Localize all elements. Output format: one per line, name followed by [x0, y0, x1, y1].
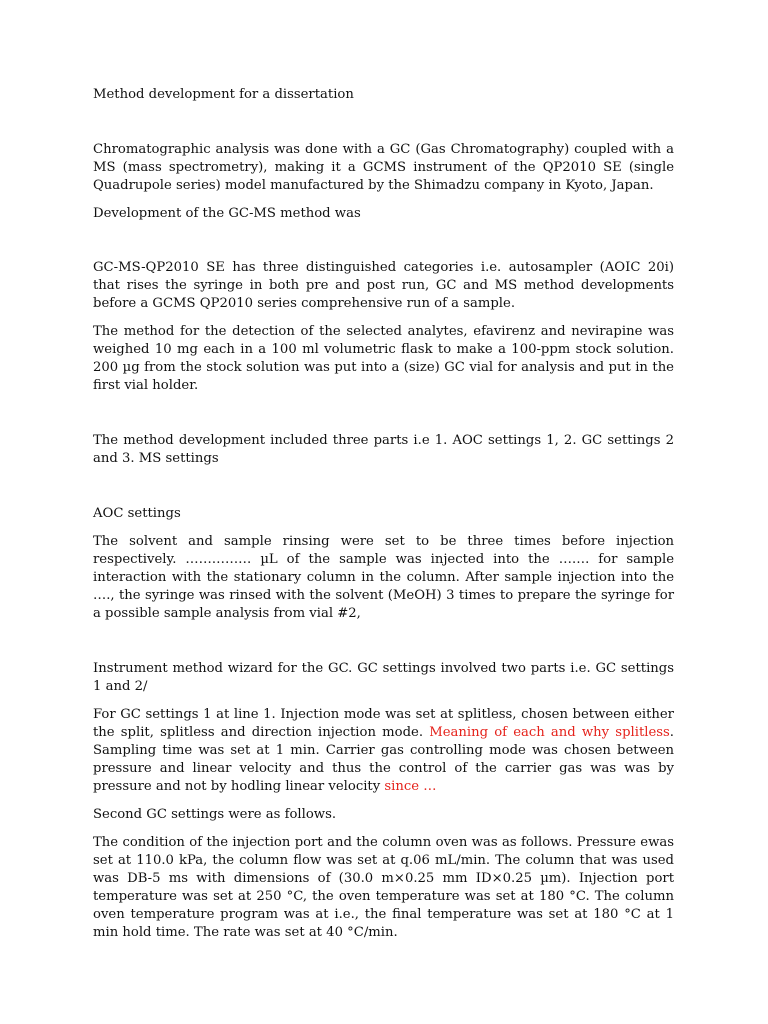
paragraph-gc-settings-1 — [93, 706, 674, 796]
paragraph-gcms-overview: Chromatographic analysis was done with a GC (Gas Chromatography) coupled with a MS (mass spectrometry), making it a GCMS instrument of the QP2010 SE (single Quadrupole series) model manufactured by the Shimadzu company in Kyoto, Japan. — [93, 142, 674, 193]
heading-aoc-settings: AOC settings — [93, 506, 181, 521]
gc-settings-text-1: For GC settings 1 at line 1. Injection mode was set at splitless, chosen between either the split, splitless and direction injection mode. — [93, 707, 674, 740]
paragraph-method-development: Development of the GC-MS method was — [93, 206, 361, 221]
document-page — [93, 86, 674, 952]
comment-meaning-splitless: Meaning of each and why splitless — [429, 725, 670, 740]
paragraph-categories: GC-MS-QP2010 SE has three distinguished categories i.e. autosampler (AOIC 20i) that rises the syringe in both pre and post run, GC and MS method developments before a GCMS QP2010 series comprehensive run of a sample. — [93, 260, 674, 311]
document-title: Method development for a dissertation — [93, 87, 354, 102]
gc-settings-text-2: . Sampling time was set at 1 min. Carrier gas controlling mode was chosen between pressure and linear velocity and thus the control of the carrier gas was was by pressure and not by hodling linear velocity — [93, 725, 674, 794]
comment-since: since … — [384, 779, 437, 794]
paragraph-method-wizard: Instrument method wizard for the GC. GC settings involved two parts i.e. GC settings 1 and 2/ — [93, 661, 674, 694]
paragraph-aoc-rinsing: The solvent and sample rinsing were set to be three times before injection respectively. …………… µL of the sample was injected into the ……. for sample interaction with the stationary column in the column. After sample injection into the …., the syringe was rinsed with the solvent (MeOH) 3 times to prepare the syringe for a possible sample analysis from vial #2, — [93, 534, 674, 621]
paragraph-injection-conditions: The condition of the injection port and the column oven was as follows. Pressure ewas set at 110.0 kPa, the column flow was set at q.06 mL/min. The column that was used was DB-5 ms with dimensions of (30.0 m×0.25 mm ID×0.25 µm). Injection port temperature was set at 250 °C, the oven temperature was set at 180 °C. The column oven temperature program was at i.e., the final temperature was set at 180 °C at 1 min hold time. The rate was set at 40 °C/min. — [93, 835, 674, 940]
paragraph-stock-solution: The method for the detection of the selected analytes, efavirenz and nevirapine was weighed 10 mg each in a 100 ml volumetric flask to make a 100-ppm stock solution. 200 µg from the stock solution was put into a (size) GC vial for analysis and put in the first vial holder. — [93, 324, 674, 393]
paragraph-three-parts: The method development included three parts i.e 1. AOC settings 1, 2. GC settings 2 and 3. MS settings — [93, 433, 674, 466]
paragraph-second-gc-settings: Second GC settings were as follows. — [93, 807, 337, 822]
